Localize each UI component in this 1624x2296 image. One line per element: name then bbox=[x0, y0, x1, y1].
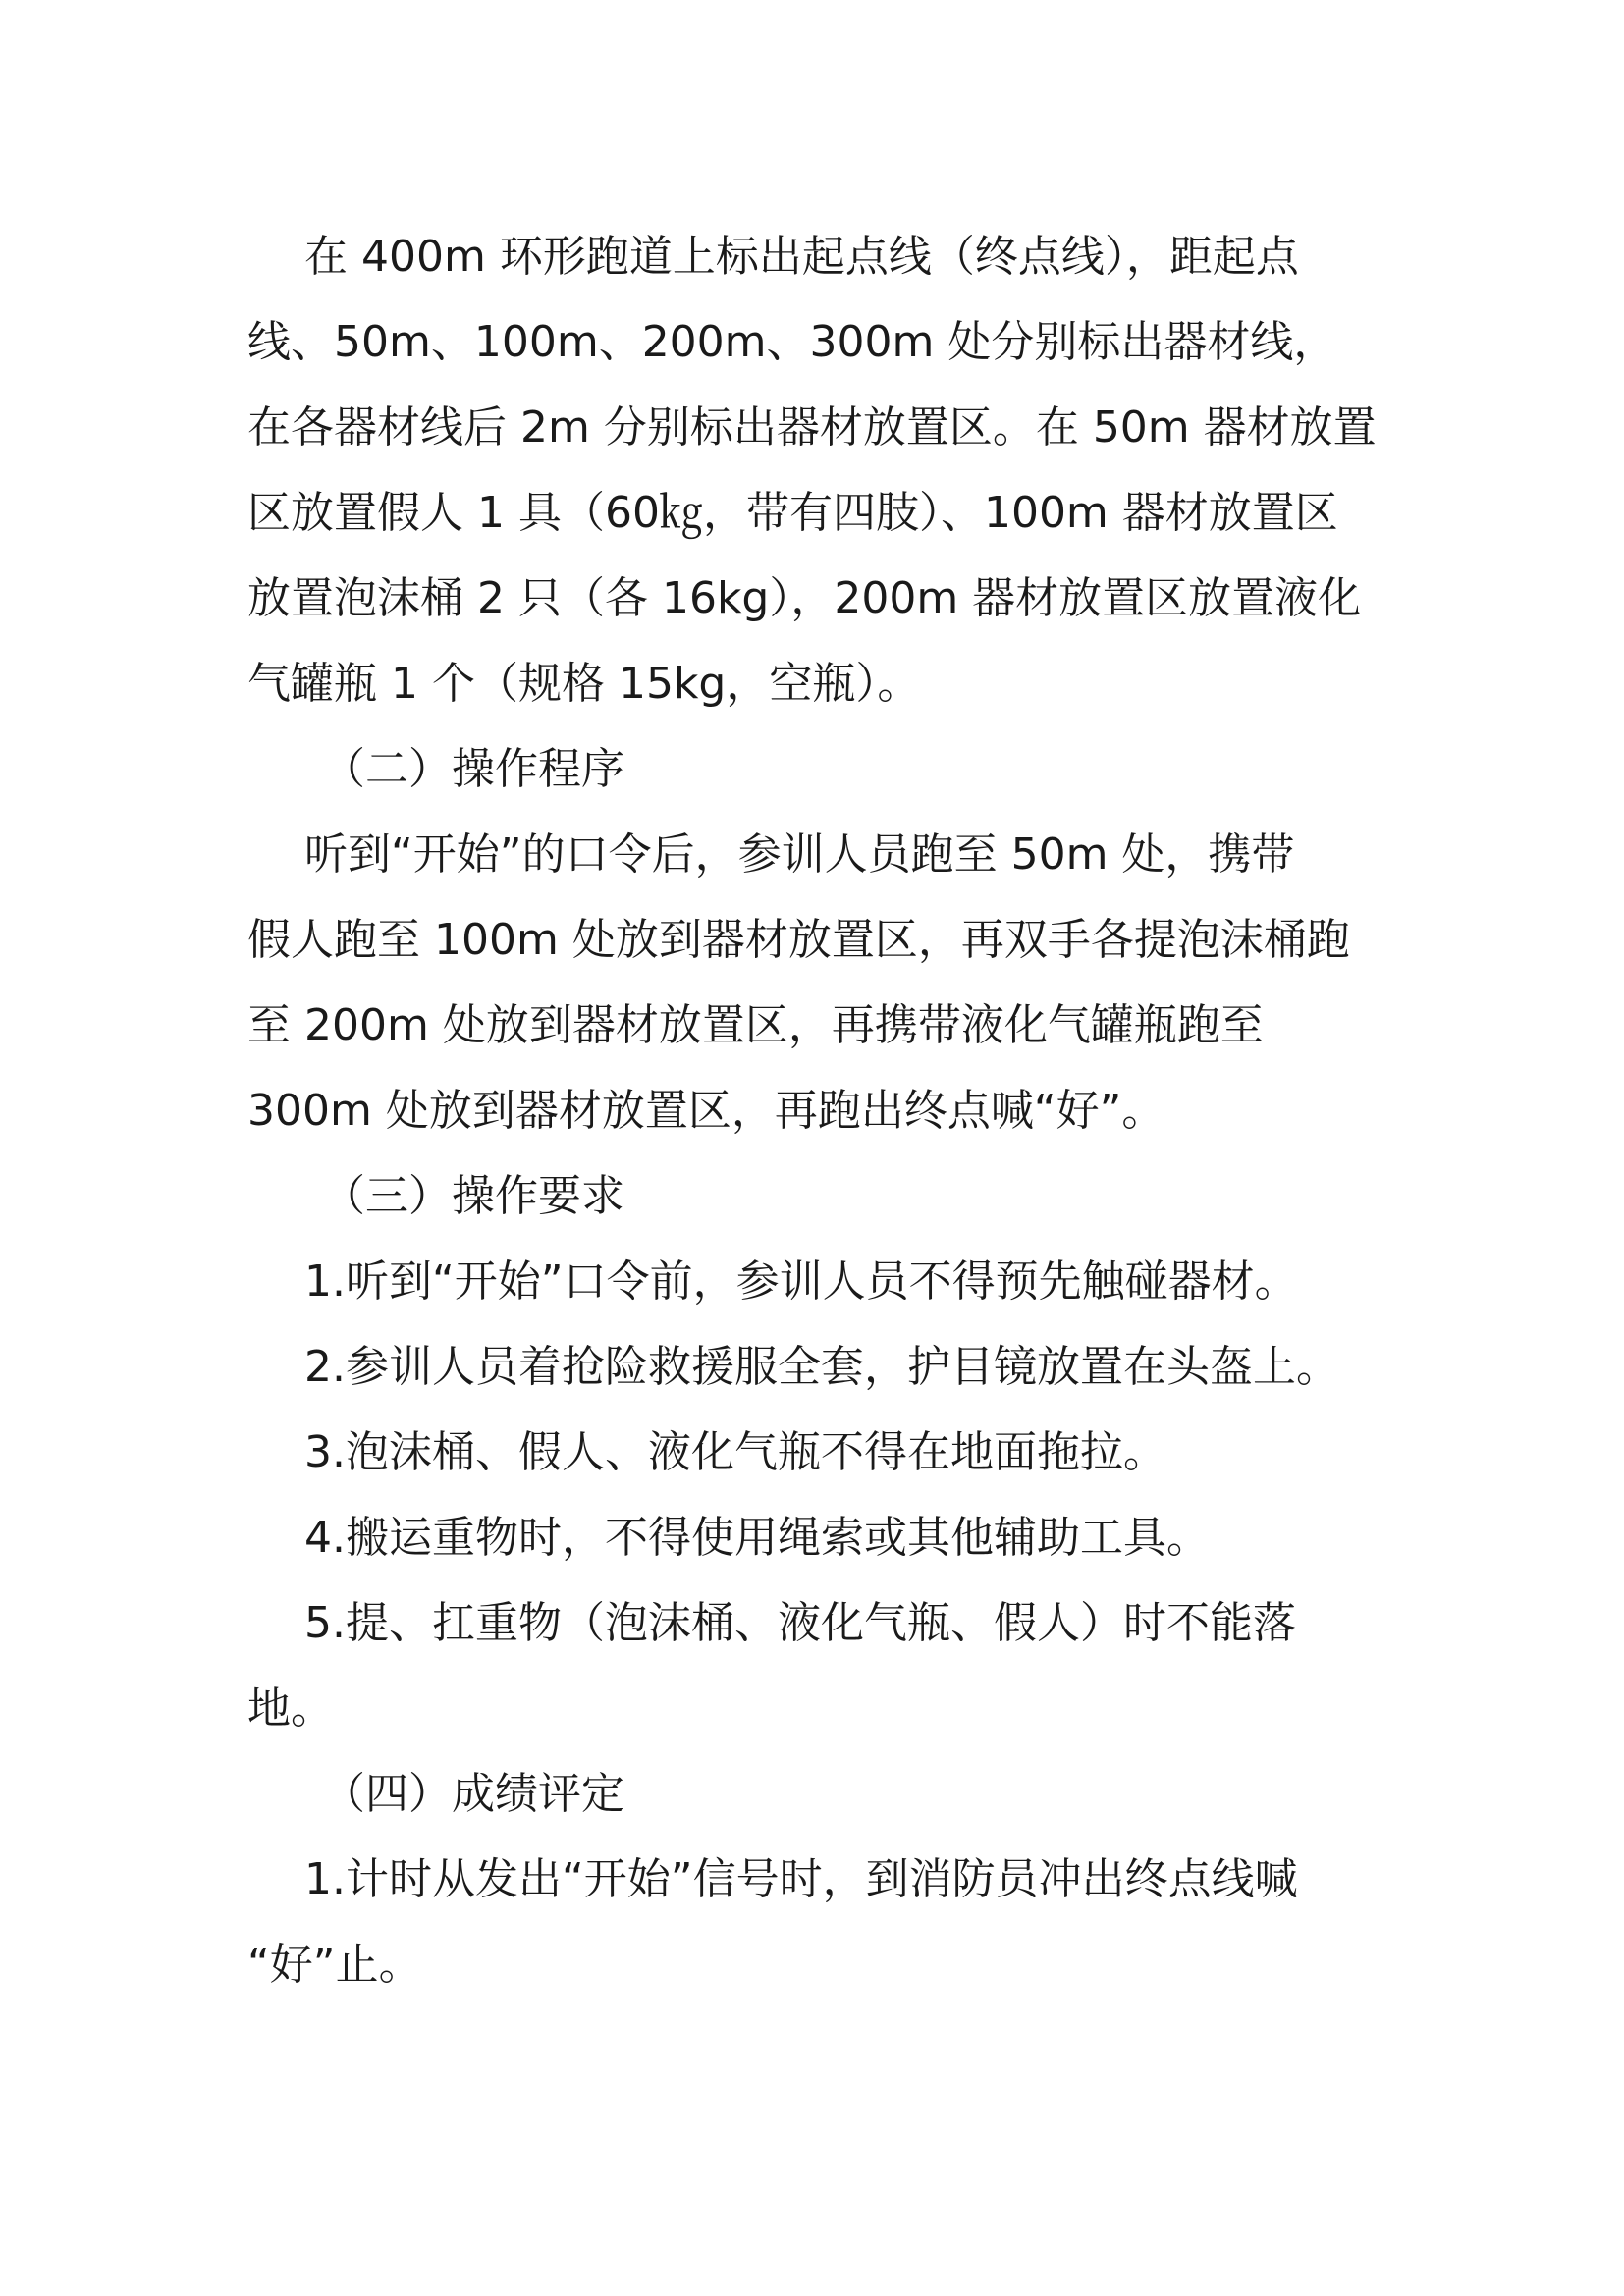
setup-line-4: 区放置假人 1 具（60㎏，带有四肢）、100m 器材放置区 bbox=[247, 488, 1338, 538]
setup-line-2: 线、50m、100m、200m、300m 处分别标出器材线， bbox=[247, 317, 1337, 367]
setup-line-5: 放置泡沫桶 2 只（各 16kg），200m 器材放置区放置液化 bbox=[247, 573, 1362, 623]
requirement-item-3: 3.泡沫桶、假人、液化气瓶不得在地面拖拉。 bbox=[304, 1427, 1166, 1477]
procedure-line-1: 听到“开始”的口令后，参训人员跑至 50m 处，携带 bbox=[304, 829, 1295, 880]
requirement-item-4: 4.搬运重物时，不得使用绳索或其他辅助工具。 bbox=[304, 1513, 1210, 1563]
requirement-item-5-line-2: 地。 bbox=[247, 1683, 334, 1734]
requirement-item-2: 2.参训人员着抢险救援服全套，护目镜放置在头盔上。 bbox=[304, 1342, 1339, 1392]
scoring-item-1-line-1: 1.计时从发出“开始”信号时，到消防员冲出终点线喊 bbox=[304, 1854, 1298, 1904]
procedure-line-3: 至 200m 处放到器材放置区，再携带液化气罐瓶跑至 bbox=[247, 1000, 1264, 1050]
scoring-item-1-line-2: “好”止。 bbox=[247, 1940, 422, 1990]
section-heading-requirements: （三）操作要求 bbox=[322, 1171, 624, 1221]
section-heading-scoring: （四）成绩评定 bbox=[322, 1769, 624, 1819]
requirement-item-1: 1.听到“开始”口令前，参训人员不得预先触碰器材。 bbox=[304, 1256, 1298, 1307]
setup-line-6: 气罐瓶 1 个（规格 15kg，空瓶）。 bbox=[247, 659, 921, 709]
procedure-line-4: 300m 处放到器材放置区，再跑出终点喊“好”。 bbox=[247, 1086, 1165, 1136]
setup-line-1: 在 400m 环形跑道上标出起点线（终点线），距起点 bbox=[304, 232, 1299, 282]
requirement-item-5-line-1: 5.提、扛重物（泡沫桶、液化气瓶、假人）时不能落 bbox=[304, 1598, 1296, 1648]
setup-line-3: 在各器材线后 2m 分别标出器材放置区。在 50m 器材放置 bbox=[247, 402, 1377, 453]
section-heading-procedure: （二）操作程序 bbox=[322, 744, 624, 794]
procedure-line-2: 假人跑至 100m 处放到器材放置区，再双手各提泡沫桶跑 bbox=[247, 915, 1350, 965]
